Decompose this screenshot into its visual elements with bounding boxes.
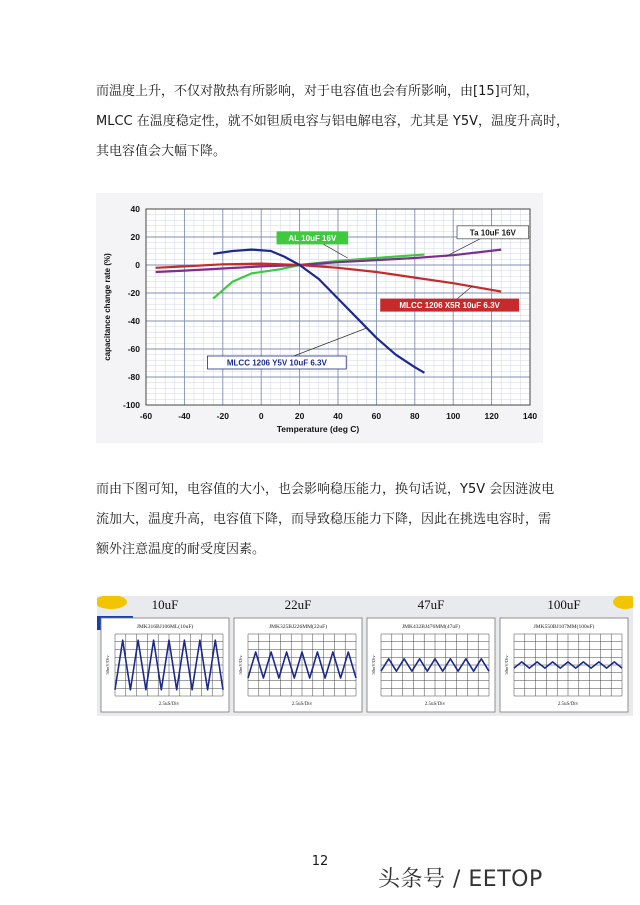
capacitance-label: 100uF — [547, 597, 581, 612]
paragraph-line: MLCC 在温度稳定性，就不如钽质电容与铝电解电容，尤其是 Y5V，温度升高时， — [96, 114, 569, 129]
y-tick-label: 40 — [130, 204, 140, 214]
y-axis-label: capacitance change rate (%) — [103, 253, 112, 361]
scope-y-scale-label: 50mV/Div — [238, 655, 243, 675]
scope-y-scale-label: 50mV/Div — [105, 655, 110, 675]
part-number-label: JMK550BJ107MM(100uF) — [533, 624, 595, 630]
part-number-label: JMK316BJ106ML(10uF) — [136, 624, 194, 630]
annotation-label: Ta 10uF 16V — [469, 228, 516, 238]
part-number-label: JMK432BJ476MM(47uF) — [401, 624, 461, 630]
y-tick-label: -100 — [122, 400, 140, 410]
paragraph-capacitance-ripple — [96, 475, 566, 565]
y-tick-label: -20 — [127, 288, 140, 298]
scope-x-scale-label: 2.5uS/Div — [424, 702, 446, 707]
page-number: 12 — [311, 854, 329, 869]
scope-x-scale-label: 2.5uS/Div — [158, 702, 180, 707]
y-tick-label: -60 — [127, 344, 140, 354]
x-tick-label: 120 — [484, 411, 499, 421]
x-tick-label: 0 — [258, 411, 264, 421]
annotation-label: MLCC 1206 Y5V 10uF 6.3V — [226, 358, 327, 368]
mlcc-ripple-oscilloscope-figure — [97, 596, 633, 716]
capacitance-label: 22uF — [284, 597, 312, 612]
y-tick-label: -80 — [127, 372, 140, 382]
y-tick-label: 0 — [135, 260, 140, 270]
capacitance-label: 10uF — [151, 597, 179, 612]
y-tick-label: -40 — [127, 316, 140, 326]
scope-y-scale-label: 50mV/Div — [504, 655, 509, 675]
watermark: 头条号 / EETOP — [378, 867, 543, 892]
x-tick-label: -20 — [216, 411, 229, 421]
paragraph-temperature-effect — [96, 77, 569, 167]
x-tick-label: 100 — [446, 411, 461, 421]
annotation-label: MLCC 1206 X5R 10uF 6.3V — [399, 301, 500, 311]
x-tick-label: 60 — [371, 411, 382, 421]
annotation-label: AL 10uF 16V — [288, 233, 337, 243]
capacitance-label: 47uF — [417, 597, 445, 612]
paragraph-line: 额外注意温度的耐受度因素。 — [96, 542, 266, 557]
paragraph-line: 流加大，温度升高，电容值下降，而导致稳压能力下降，因此在挑选电容时，需 — [96, 512, 552, 527]
y-tick-label: 20 — [130, 232, 140, 242]
scope-x-scale-label: 2.5uS/Div — [291, 702, 313, 707]
scope-y-scale-label: 50mV/Div — [371, 655, 376, 675]
x-axis-label: Temperature (deg C) — [276, 424, 360, 434]
x-tick-label: 80 — [410, 411, 420, 421]
x-tick-label: 140 — [522, 411, 538, 421]
x-tick-label: -60 — [139, 411, 153, 421]
scope-x-scale-label: 2.5uS/Div — [557, 702, 579, 707]
x-tick-label: 20 — [294, 411, 305, 421]
x-tick-label: -40 — [178, 411, 191, 421]
x-tick-label: 40 — [333, 411, 343, 421]
paragraph-line: 其电容值会大幅下降。 — [96, 144, 227, 159]
paragraph-line: 而由下图可知，电容值的大小，也会影响稳压能力，换句话说，Y5V 会因涟波电 — [96, 482, 555, 497]
part-number-label: JMK325BJ226MM(22uF) — [268, 624, 328, 630]
paragraph-line: 而温度上升，不仅对散热有所影响，对于电容值也会有所影响，由[15]可知， — [96, 84, 539, 99]
capacitance-vs-temperature-chart — [96, 193, 543, 443]
